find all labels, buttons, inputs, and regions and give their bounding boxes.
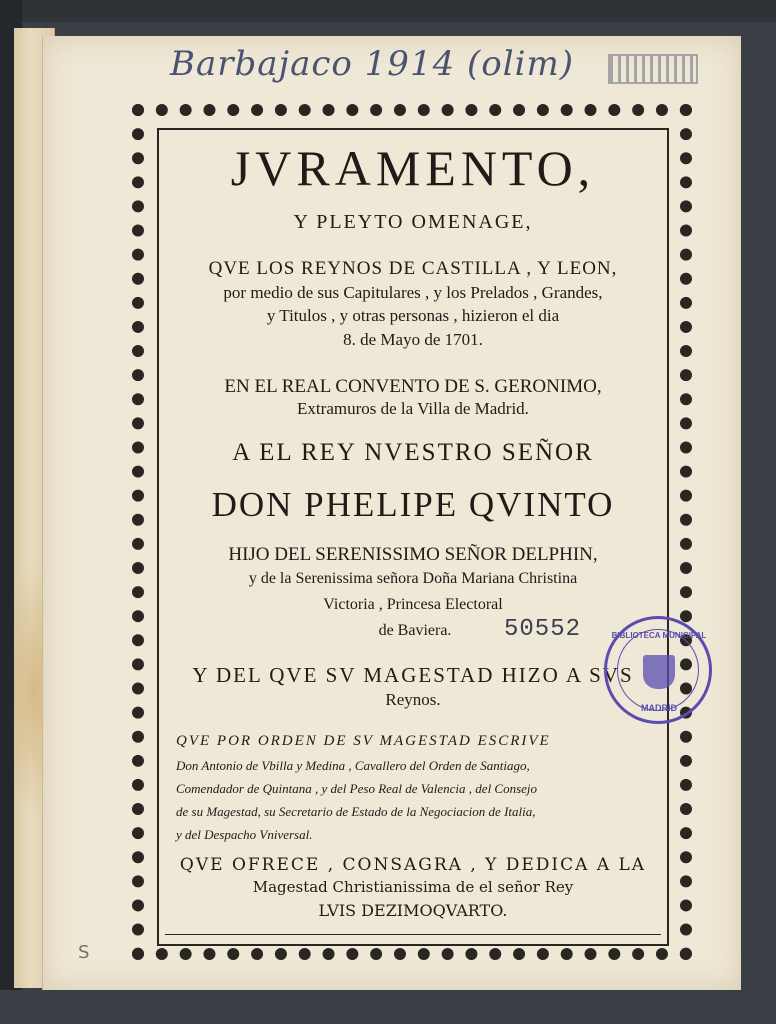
top-background [0, 0, 776, 22]
text-line: Victoria , Princesa Electoral [323, 596, 503, 613]
text-line: Y DEL QVE SV MAGESTAD HIZO A SVS [192, 663, 634, 687]
text-line: EN EL REAL CONVENTO DE S. GERONIMO, [224, 376, 602, 397]
stamp-text: BIBLIOTECA MUNICIPAL [611, 631, 707, 640]
main-title: JVRAMENTO, [230, 140, 596, 196]
stamp-city: MADRID [641, 703, 677, 713]
author-heading: QVE POR ORDEN DE SV MAGESTAD ESCRIVE [176, 733, 551, 749]
bottom-rule [165, 934, 661, 935]
text-line: QVE OFRECE , CONSAGRA , Y DEDICA A LA [179, 855, 647, 875]
inventory-number: 50552 [504, 616, 582, 643]
author-line: y del Despacho Vniversal. [176, 827, 313, 842]
text-line: Reynos. [385, 690, 441, 709]
shelf-mark-label [608, 54, 698, 84]
author-line: Don Antonio de Vbilla y Medina , Cavallero del Orden de Santiago, [176, 758, 530, 773]
text-line: QVE LOS REYNOS DE CASTILLA , Y LEON, [208, 258, 618, 279]
subtitle: Y PLEYTO OMENAGE, [293, 211, 533, 233]
text-line: y de la Serenissima señora Doña Mariana Christina [248, 570, 578, 587]
bottom-background [0, 990, 776, 1024]
text-line: de Baviera. [378, 622, 452, 639]
author-line: Comendador de Quintana , y del Peso Real de Valencia , del Consejo [176, 781, 538, 796]
text-line: Magestad Christianissima de el señor Rey [252, 878, 574, 896]
date-line: 8. de Mayo de 1701. [343, 330, 483, 349]
inner-frame [157, 128, 669, 946]
text-line: LVIS DEZIMOQVARTO. [318, 901, 508, 920]
text-line: Extramuros de la Villa de Madrid. [297, 399, 529, 418]
handwritten-note: Barbajaco 1914 (olim) [170, 44, 574, 84]
author-line: de su Magestad, su Secretario de Estado de la Negociacion de Italia, [176, 804, 536, 819]
text-line: y Titulos , y otras personas , hizieron el dia [266, 306, 560, 325]
text-line: por medio de sus Capitulares , y los Prelados , Grandes, [223, 283, 603, 302]
dedication-heading: A EL REY NVESTRO SEÑOR [232, 439, 594, 466]
library-stamp [604, 616, 712, 724]
text-line: HIJO DEL SERENISSIMO SEÑOR DELPHIN, [228, 544, 598, 565]
king-name: DON PHELIPE QVINTO [211, 485, 615, 524]
crest-icon [643, 655, 675, 689]
pencil-mark: S [78, 942, 90, 963]
